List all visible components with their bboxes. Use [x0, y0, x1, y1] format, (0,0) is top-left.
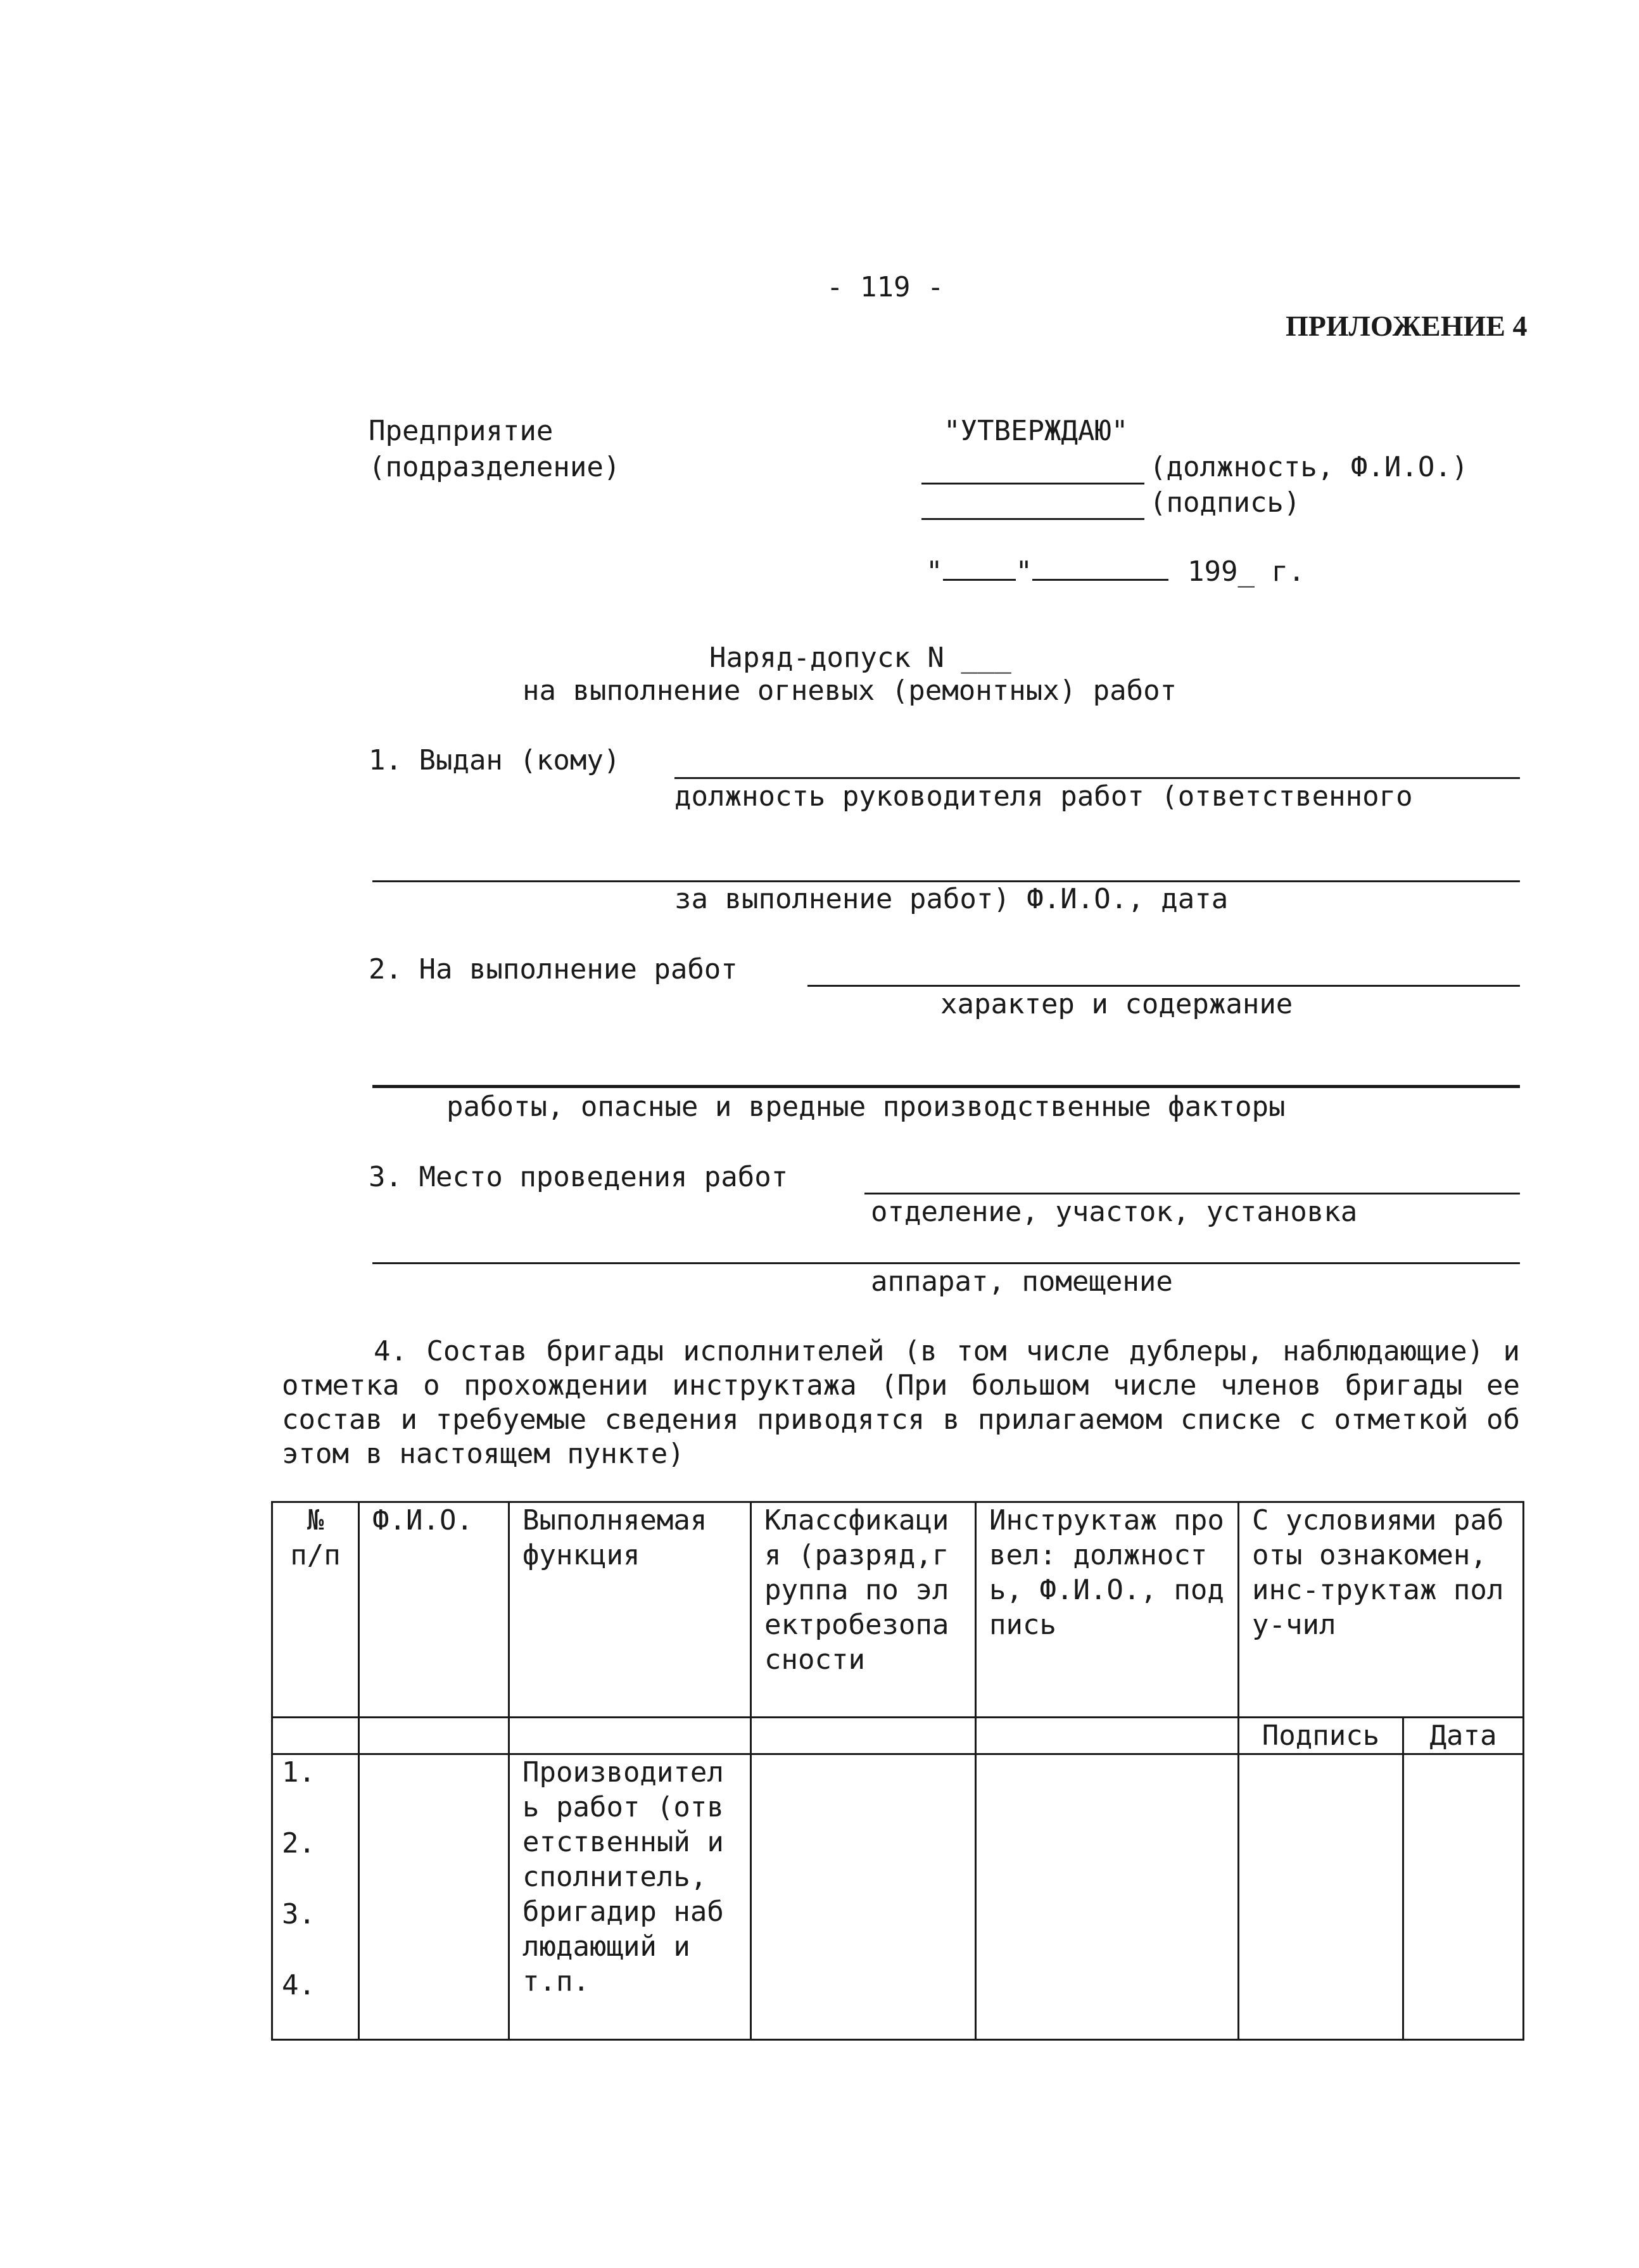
date-cell[interactable]: [1403, 1754, 1524, 2040]
fio-cell[interactable]: [359, 1754, 509, 2040]
header-acknowledged: С условиями работы ознакомен, инс-труктаж полу-чил: [1239, 1502, 1524, 1718]
header-number: № п/п: [272, 1502, 359, 1718]
table-cell: [509, 1718, 751, 1754]
subheader-signature: Подпись: [1239, 1718, 1403, 1754]
header-function: Выполняемая функция: [509, 1502, 751, 1718]
function-cell: Производитель работ (ответственный исполнитель, бригадир наблюдающий и т.п.: [509, 1754, 751, 2040]
signature-label: (подпись): [1149, 486, 1301, 519]
signature-blank[interactable]: [921, 518, 1144, 520]
signature-cell[interactable]: [1239, 1754, 1403, 2040]
field-place-label: 3. Место проведения работ: [369, 1161, 788, 1193]
field-work-blank[interactable]: [807, 985, 1520, 987]
section4-text: 4. Состав бригады исполнителей (в том числе дублеры, наблюдающие) и отметка о прохождении инструктажа (При большом числе членов бригады ее состав и требуемые сведения приводятся в прилагаемом списке с отметкой об этом в настоящем пункте): [282, 1335, 1520, 1470]
qualification-cell[interactable]: [751, 1754, 976, 2040]
field-issued-to-blank[interactable]: [674, 777, 1520, 779]
date-quote-close: ": [1015, 555, 1032, 588]
approve-title: "УТВЕРЖДАЮ": [944, 415, 1129, 447]
row-numbers-cell: [272, 1754, 359, 2040]
table-row: [272, 1754, 1524, 2040]
date-day-blank[interactable]: [943, 554, 1016, 581]
date-year: 199_ г.: [1187, 555, 1305, 588]
appendix-label: ПРИЛОЖЕНИЕ 4: [1286, 310, 1528, 342]
table-header-row: [272, 1502, 1524, 1718]
header-qualification: Классфикация (разряд,группа по электробезопасности: [751, 1502, 976, 1718]
field-place-blank[interactable]: [864, 1193, 1520, 1194]
field-issued-to-label: 1. Выдан (кому): [369, 744, 621, 776]
row-number: 4.: [282, 1969, 315, 2001]
field-issued-to-hint: должность руководителя работ (ответственного: [674, 780, 1413, 813]
table-subheader-row: [272, 1718, 1524, 1754]
position-blank[interactable]: [921, 483, 1144, 485]
table-cell: [976, 1718, 1239, 1754]
field-place-hint: отделение, участок, установка: [871, 1196, 1358, 1228]
position-label: (должность, Ф.И.О.): [1149, 451, 1469, 483]
date-quote-open: ": [926, 555, 943, 588]
field-place-blank-2[interactable]: [372, 1262, 1520, 1264]
instruction-cell[interactable]: [976, 1754, 1239, 2040]
table-cell: [751, 1718, 976, 1754]
field-work-hint-2: работы, опасные и вредные производственные факторы: [446, 1091, 1286, 1123]
brigade-table: [271, 1501, 1524, 2041]
date-line: [926, 554, 1305, 588]
table-cell: [359, 1718, 509, 1754]
doc-title: Наряд-допуск N ___: [709, 642, 1011, 674]
date-month-blank[interactable]: [1032, 554, 1168, 581]
table-cell: [272, 1718, 359, 1754]
subdivision-label: (подразделение): [369, 451, 621, 483]
row-number: 1.: [282, 1756, 315, 1789]
field-work-blank-2[interactable]: [372, 1085, 1520, 1088]
field-work-label: 2. На выполнение работ: [369, 953, 738, 985]
field-issued-to-blank-2[interactable]: [372, 880, 1520, 882]
doc-subtitle: на выполнение огневых (ремонтных) работ: [522, 675, 1177, 707]
row-number: 2.: [282, 1827, 315, 1859]
field-place-hint-2: аппарат, помещение: [871, 1265, 1173, 1298]
enterprise-label: Предприятие: [369, 415, 554, 447]
row-number: 3.: [282, 1898, 315, 1930]
header-instruction: Инструктаж провел: должность, Ф.И.О., подпись: [976, 1502, 1239, 1718]
subheader-date: Дата: [1403, 1718, 1524, 1754]
field-work-hint: характер и содержание: [940, 988, 1293, 1020]
header-fio: Ф.И.О.: [359, 1502, 509, 1718]
field-issued-to-hint-2: за выполнение работ) Ф.И.О., дата: [674, 883, 1229, 915]
page-number: - 119 -: [826, 271, 944, 303]
